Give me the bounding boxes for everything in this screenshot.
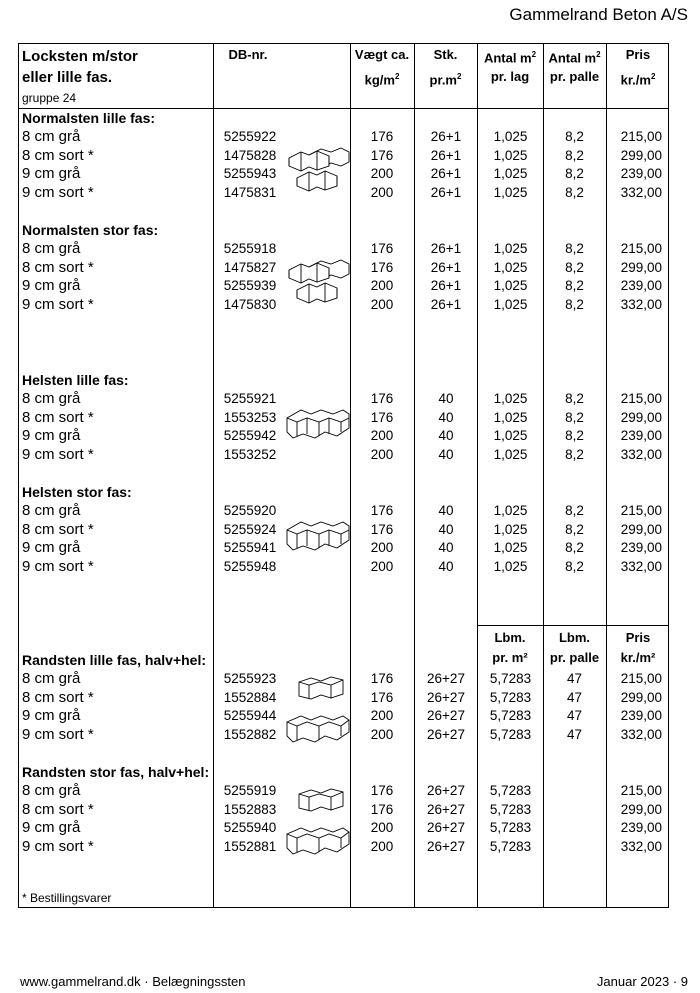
per-layer: 1,025 [493, 129, 528, 144]
price: 299,00 [620, 801, 662, 817]
per-layer: 1,025 [493, 259, 528, 275]
normalsten-stor-fas-icon [287, 256, 351, 306]
per-pallet: 8,2 [565, 391, 584, 406]
product-name: 9 cm grå [22, 277, 81, 295]
pieces: 26+27 [427, 801, 465, 817]
db-number: 1553252 [223, 447, 277, 463]
section-title: Normalsten stor fas: [22, 222, 159, 238]
price: 239,00 [620, 540, 662, 556]
pieces: 26+27 [427, 671, 465, 686]
section-title: Normalsten lille fas: [22, 110, 156, 126]
weight: 200 [370, 278, 394, 294]
db-number: 5255921 [223, 391, 277, 406]
product-name: 9 cm grå [22, 165, 81, 183]
footnote: * Bestillingsvarer [22, 891, 112, 905]
footer-right: Januar 2023 · 9 [596, 974, 688, 989]
per-layer: 1,025 [493, 297, 528, 313]
db-number: 1475831 [223, 185, 277, 201]
product-name: 8 cm grå [22, 128, 81, 145]
price: 332,00 [620, 185, 662, 201]
col-header-price-l1: Pris [625, 47, 651, 62]
helsten-lille-fas-icon [285, 404, 351, 448]
per-layer: 5,7283 [489, 783, 532, 798]
per-pallet: 47 [566, 689, 583, 705]
randsten-hel-stor-fas-icon [285, 824, 351, 858]
col-header-price-l2: $kr./m^2$ [620, 72, 656, 88]
price: 299,00 [620, 521, 662, 537]
normalsten-lille-fas-icon [287, 144, 351, 194]
subheader-lbm1-l2: pr. m² [492, 650, 528, 665]
per-pallet: 8,2 [565, 129, 584, 144]
weight: 200 [370, 839, 394, 855]
product-name: 8 cm sort * [22, 258, 94, 276]
db-number: 5255944 [223, 708, 277, 724]
pieces: 26+1 [430, 185, 462, 201]
price: 239,00 [620, 708, 662, 724]
footer-left: www.gammelrand.dk · Belægningssten [20, 974, 246, 989]
subheader-lbm1-l1: Lbm. [494, 630, 526, 645]
price: 299,00 [620, 259, 662, 275]
pieces: 26+1 [430, 278, 462, 294]
price: 332,00 [620, 559, 662, 575]
weight: 176 [370, 521, 394, 537]
db-number: 5255942 [223, 428, 277, 444]
pieces: 40 [438, 540, 454, 556]
product-name: 8 cm grå [22, 502, 81, 519]
product-name: 8 cm grå [22, 670, 81, 687]
col-header-lag-l2: pr. lag [490, 69, 530, 84]
weight: 200 [370, 447, 394, 463]
product-name: 8 cm sort * [22, 408, 94, 426]
per-pallet: 8,2 [565, 185, 584, 201]
product-name: 9 cm grå [22, 707, 81, 725]
pieces: 26+1 [430, 297, 462, 313]
pieces: 40 [438, 409, 454, 425]
product-name: 8 cm sort * [22, 146, 94, 164]
product-name: 8 cm sort * [22, 800, 94, 818]
per-pallet: 47 [566, 671, 583, 686]
col-header-lag-l1: Antal $m^2$ [483, 50, 537, 66]
product-name: 8 cm grå [22, 240, 81, 257]
section-title: Randsten stor fas, halv+hel: [22, 764, 210, 780]
price: 299,00 [620, 689, 662, 705]
per-layer: 1,025 [493, 185, 528, 201]
db-number: 5255940 [223, 820, 277, 836]
price: 239,00 [620, 278, 662, 294]
weight: 176 [370, 129, 394, 144]
weight: 176 [370, 259, 394, 275]
product-name: 9 cm grå [22, 539, 81, 557]
pieces: 40 [438, 559, 454, 575]
per-pallet: 8,2 [565, 147, 584, 163]
product-name: 9 cm sort * [22, 446, 94, 464]
per-pallet: 8,2 [565, 540, 584, 556]
db-number: 5255939 [223, 278, 277, 294]
db-number: 1553253 [223, 409, 277, 425]
pieces: 26+1 [430, 241, 462, 256]
db-number: 5255948 [223, 559, 277, 575]
pieces: 26+27 [427, 727, 465, 743]
per-layer: 5,7283 [489, 727, 532, 743]
per-layer: 1,025 [493, 521, 528, 537]
db-number: 5255920 [223, 503, 277, 518]
db-number: 1552882 [223, 727, 277, 743]
db-number: 5255923 [223, 671, 277, 686]
per-pallet: 8,2 [565, 409, 584, 425]
pieces: 40 [438, 503, 454, 518]
product-name: 8 cm sort * [22, 688, 94, 706]
product-name: 9 cm grå [22, 427, 81, 445]
price: 215,00 [620, 391, 662, 406]
product-name: 9 cm sort * [22, 296, 94, 314]
pieces: 26+1 [430, 166, 462, 182]
per-layer: 5,7283 [489, 820, 532, 836]
pieces: 26+27 [427, 783, 465, 798]
price: 239,00 [620, 428, 662, 444]
col-header-weight-l2: $kg/m^2$ [364, 72, 400, 88]
weight: 200 [370, 820, 394, 836]
table-title-line2: eller lille fas. [22, 69, 113, 86]
db-number: 1552884 [223, 689, 277, 705]
weight: 200 [370, 185, 394, 201]
weight: 200 [370, 166, 394, 182]
pieces: 40 [438, 391, 454, 406]
per-pallet: 47 [566, 727, 583, 743]
subheader-lbm2-l1: Lbm. [558, 630, 591, 645]
weight: 176 [370, 391, 394, 406]
per-layer: 1,025 [493, 147, 528, 163]
price-table [18, 43, 669, 908]
per-pallet: 8,2 [565, 278, 584, 294]
price: 215,00 [620, 503, 662, 518]
price: 332,00 [620, 297, 662, 313]
per-pallet: 8,2 [565, 428, 584, 444]
product-name: 9 cm sort * [22, 726, 94, 744]
per-layer: 1,025 [493, 503, 528, 518]
per-pallet: 8,2 [565, 521, 584, 537]
weight: 200 [370, 428, 394, 444]
product-name: 9 cm grå [22, 819, 81, 837]
db-number: 5255918 [223, 241, 277, 256]
col-header-stk-l2: $pr.m^2$ [429, 72, 462, 88]
weight: 176 [370, 503, 394, 518]
weight: 200 [370, 559, 394, 575]
db-number: 1475828 [223, 147, 277, 163]
product-name: 8 cm sort * [22, 520, 94, 538]
db-number: 5255941 [223, 540, 277, 556]
price: 215,00 [620, 241, 662, 256]
per-pallet: 8,2 [565, 447, 584, 463]
per-layer: 5,7283 [489, 671, 532, 686]
randsten-halv-lille-fas-icon [295, 674, 349, 702]
company-name: Gammelrand Beton A/S [509, 5, 688, 24]
weight: 200 [370, 727, 394, 743]
per-layer: 5,7283 [489, 708, 532, 724]
db-number: 1552883 [223, 801, 277, 817]
pieces: 26+27 [427, 708, 465, 724]
per-layer: 1,025 [493, 241, 528, 256]
pieces: 26+1 [430, 147, 462, 163]
db-number: 5255943 [223, 166, 277, 182]
pieces: 26+1 [430, 259, 462, 275]
subheader-price-l2: kr./m² [620, 650, 656, 665]
per-layer: 1,025 [493, 428, 528, 444]
helsten-stor-fas-icon [285, 516, 351, 560]
per-pallet: 8,2 [565, 259, 584, 275]
product-name: 9 cm sort * [22, 184, 94, 202]
db-number: 1552881 [223, 839, 277, 855]
per-layer: 5,7283 [489, 839, 532, 855]
price: 215,00 [620, 783, 662, 798]
weight: 176 [370, 801, 394, 817]
price: 332,00 [620, 447, 662, 463]
product-name: 8 cm grå [22, 390, 81, 407]
product-name: 8 cm grå [22, 782, 81, 799]
per-layer: 1,025 [493, 559, 528, 575]
per-layer: 1,025 [493, 278, 528, 294]
randsten-halv-stor-fas-icon [295, 786, 349, 814]
weight: 200 [370, 297, 394, 313]
weight: 176 [370, 783, 394, 798]
weight: 176 [370, 409, 394, 425]
price: 332,00 [620, 839, 662, 855]
section-title: Helsten lille fas: [22, 372, 129, 388]
header-divider [19, 108, 668, 109]
pieces: 26+27 [427, 820, 465, 836]
section-title: Randsten lille fas, halv+hel: [22, 652, 207, 668]
product-name: 9 cm sort * [22, 838, 94, 856]
weight: 176 [370, 671, 394, 686]
price: 215,00 [620, 129, 662, 144]
col-header-weight-l1: Vægt ca. [354, 47, 410, 62]
pieces: 40 [438, 447, 454, 463]
col-header-palle-l2: pr. palle [549, 69, 600, 84]
pieces: 26+27 [427, 689, 465, 705]
db-number: 5255922 [223, 129, 277, 144]
db-number: 1475830 [223, 297, 277, 313]
db-number: 5255924 [223, 521, 277, 537]
per-layer: 1,025 [493, 409, 528, 425]
weight: 176 [370, 241, 394, 256]
weight: 200 [370, 708, 394, 724]
col-header-stk-l1: Stk. [433, 47, 458, 62]
subheader-price-l1: Pris [625, 630, 651, 645]
col-header-db: DB-nr. [228, 47, 268, 62]
db-number: 5255919 [223, 783, 277, 798]
per-pallet: 8,2 [565, 503, 584, 518]
per-pallet: 8,2 [565, 166, 584, 182]
weight: 200 [370, 540, 394, 556]
per-layer: 1,025 [493, 540, 528, 556]
price: 332,00 [620, 727, 662, 743]
pieces: 26+27 [427, 839, 465, 855]
subheader-lbm2-l2: pr. palle [549, 650, 600, 665]
randsten-hel-lille-fas-icon [285, 712, 351, 746]
per-pallet: 8,2 [565, 297, 584, 313]
per-pallet: 8,2 [565, 241, 584, 256]
per-layer: 1,025 [493, 391, 528, 406]
per-layer: 5,7283 [489, 689, 532, 705]
weight: 176 [370, 689, 394, 705]
per-pallet: 47 [566, 708, 583, 724]
product-name: 9 cm sort * [22, 558, 94, 576]
table-title-line1: Locksten m/stor [22, 48, 138, 65]
pieces: 40 [438, 428, 454, 444]
per-layer: 1,025 [493, 166, 528, 182]
price: 239,00 [620, 166, 662, 182]
per-layer: 1,025 [493, 447, 528, 463]
pieces: 40 [438, 521, 454, 537]
subheader-divider [477, 625, 668, 626]
price: 299,00 [620, 409, 662, 425]
price: 299,00 [620, 147, 662, 163]
pieces: 26+1 [430, 129, 462, 144]
per-layer: 5,7283 [489, 801, 532, 817]
per-pallet: 8,2 [565, 559, 584, 575]
db-number: 1475827 [223, 259, 277, 275]
group-label: gruppe 24 [22, 91, 77, 105]
weight: 176 [370, 147, 394, 163]
price: 215,00 [620, 671, 662, 686]
price: 239,00 [620, 820, 662, 836]
section-title: Helsten stor fas: [22, 484, 132, 500]
col-header-palle-l1: Antal $m^2$ [548, 50, 601, 66]
